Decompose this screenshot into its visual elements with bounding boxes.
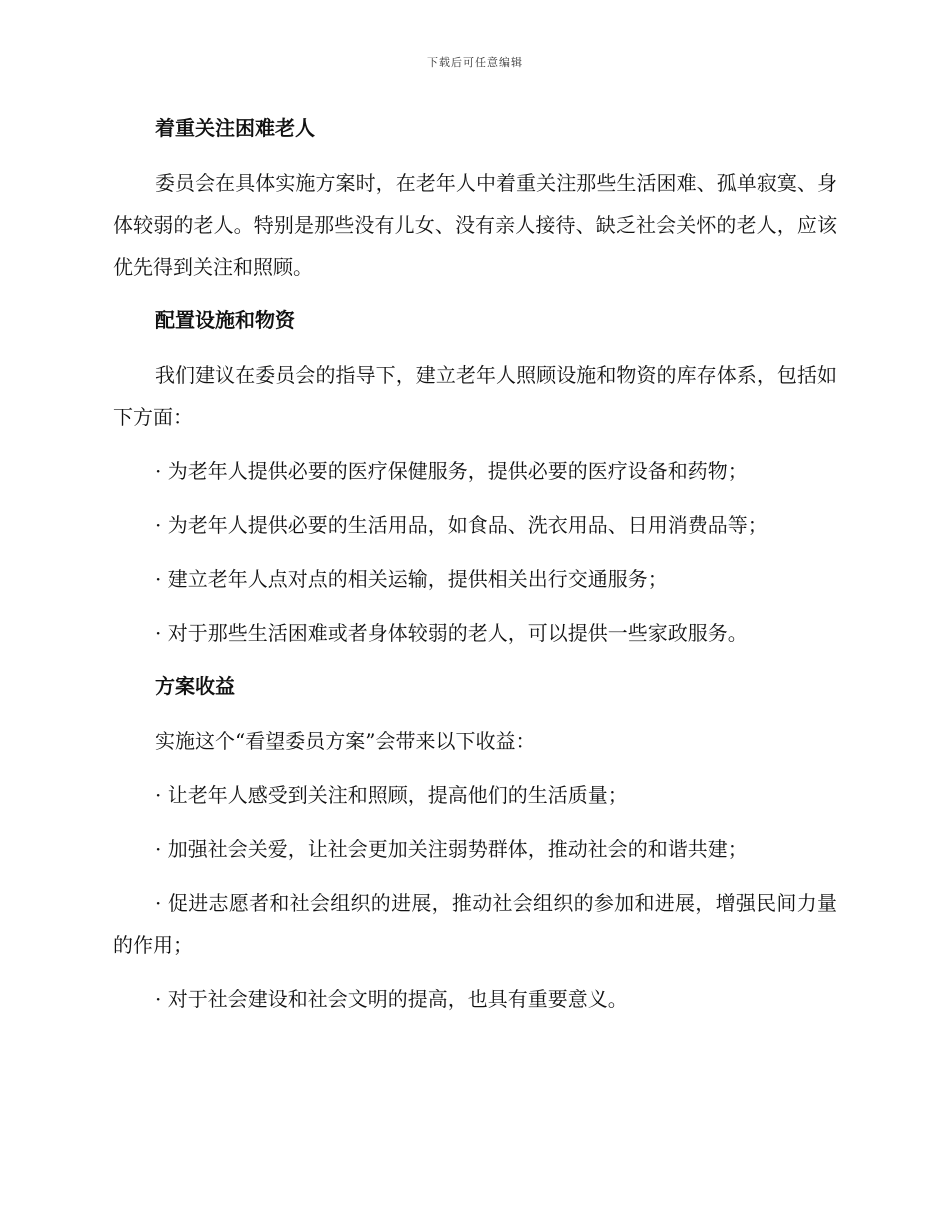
bullet-item: · 为老年人提供必要的医疗保健服务，提供必要的医疗设备和药物； [155, 459, 748, 483]
section-heading: 方案收益 [155, 674, 235, 698]
body-paragraph: 我们建议在委员会的指导下，建立老年人照顾设施和物资的库存体系，包括如下方面： [113, 363, 837, 429]
bullet-item: · 让老年人感受到关注和照顾，提高他们的生活质量； [155, 783, 628, 807]
document-body [113, 108, 837, 1032]
section-heading: 配置设施和物资 [155, 308, 295, 332]
section-benefits [113, 666, 837, 1020]
body-paragraph: 实施这个“看望委员方案”会带来以下收益： [155, 729, 536, 753]
section-facilities-supplies [113, 300, 837, 654]
section-heading: 着重关注困难老人 [155, 116, 315, 140]
bullet-item: · 为老年人提供必要的生活用品，如食品、洗衣用品、日用消费品等； [155, 513, 768, 537]
bullet-item: · 促进志愿者和社会组织的进展，推动社会组织的参加和进展，增强民间力量的作用； [113, 891, 837, 957]
bullet-item: · 建立老年人点对点的相关运输，提供相关出行交通服务； [155, 567, 668, 591]
section-difficult-elderly [113, 108, 837, 288]
bullet-item: · 加强社会关爱，让社会更加关注弱势群体，推动社会的和谐共建； [155, 837, 748, 861]
page-header-note: 下载后可任意编辑 [427, 56, 523, 69]
bullet-item: · 对于那些生活困难或者身体较弱的老人，可以提供一些家政服务。 [155, 621, 748, 645]
bullet-item: · 对于社会建设和社会文明的提高，也具有重要意义。 [155, 987, 628, 1011]
body-paragraph: 委员会在具体实施方案时，在老年人中着重关注那些生活困难、孤单寂寞、身体较弱的老人。特别是那些没有儿女、没有亲人接待、缺乏社会关怀的老人，应该优先得到关注和照顾。 [113, 171, 837, 279]
